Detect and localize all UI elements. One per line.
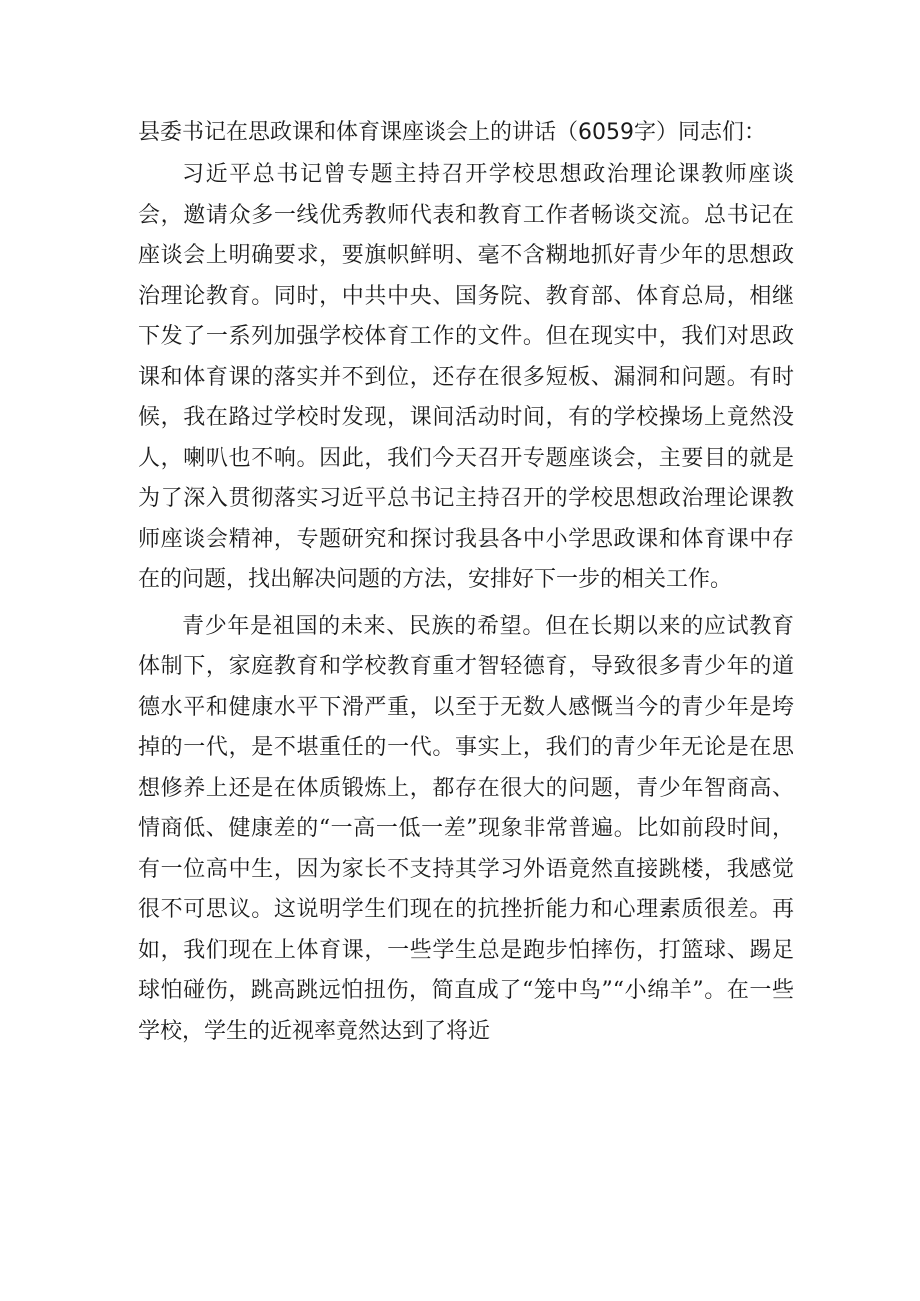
document-body xyxy=(138,155,794,1052)
greeting: 同志们： xyxy=(678,120,767,145)
document-title: 县委书记在思政课和体育课座谈会上的讲话（6059字） xyxy=(138,120,678,145)
paragraph-2 xyxy=(138,607,794,1053)
title-line xyxy=(138,116,818,150)
paragraph-text: 但在长期以来的应试教育体制下，家庭教育和学校教育重才智轻德育，导致很多青少年的道德水平和健康水平下滑严重，以至于无数人感慨当今的青少年是垮掉的一代，是不堪重任的一代。事实上，我们的青少年无论是在思想修养上还是在体质锻炼上，都存在很大的问题，青少年智商高、情商低、健康差的“一高一低一差”现象非常普遍。比如前段时间，有一位高中生，因为家长不支持其学习外语竟然直接跳楼，我感觉很不可思议。这说明学生们现在的抗挫折能力和心理素质很差。再如，我们现在上体育课，一些学生总是跑步怕摔伤，打篮球、踢足球怕碰伤，跳高跳远怕扭伤，简直成了“笼中鸟”“小绵羊”。在一些学校，学生的近视率竟然达到了将近 xyxy=(138,613,794,1044)
paragraph-text: 习近平总书记曾专题主持召开学校思想政治理论课教师座谈会，邀请众多一线优秀教师代表和教育工作者畅谈交流。总书记在座谈会上明确要求，要旗帜鲜明、毫不含糊地抓好青少年的思想政治理论教育。同时，中共中央、国务院、教育部、体育总局，相继下发了一系列加强学校体育工作的文件。但在现实中，我们对思政课和体育课的落实并不到位，还存在很多短板、漏洞和问题。有时候，我在路过学校时发现，课间活动时间，有的学校操场上竟然没人，喇叭也不响。因此，我们今天召开专题座谈会，主要目的就是为了深入贯彻落实习近平总书记主持召开的学校思想政治理论课教师座谈会精神，专题研究和探讨我县各中小学思政课和体育课中存在的问题，找出解决问题的方法，安排好下一步的相关工作。 xyxy=(138,162,794,592)
paragraph-lead-sentence: 青少年是祖国的未来、民族的希望。 xyxy=(182,613,546,639)
paragraph-1 xyxy=(138,155,794,601)
